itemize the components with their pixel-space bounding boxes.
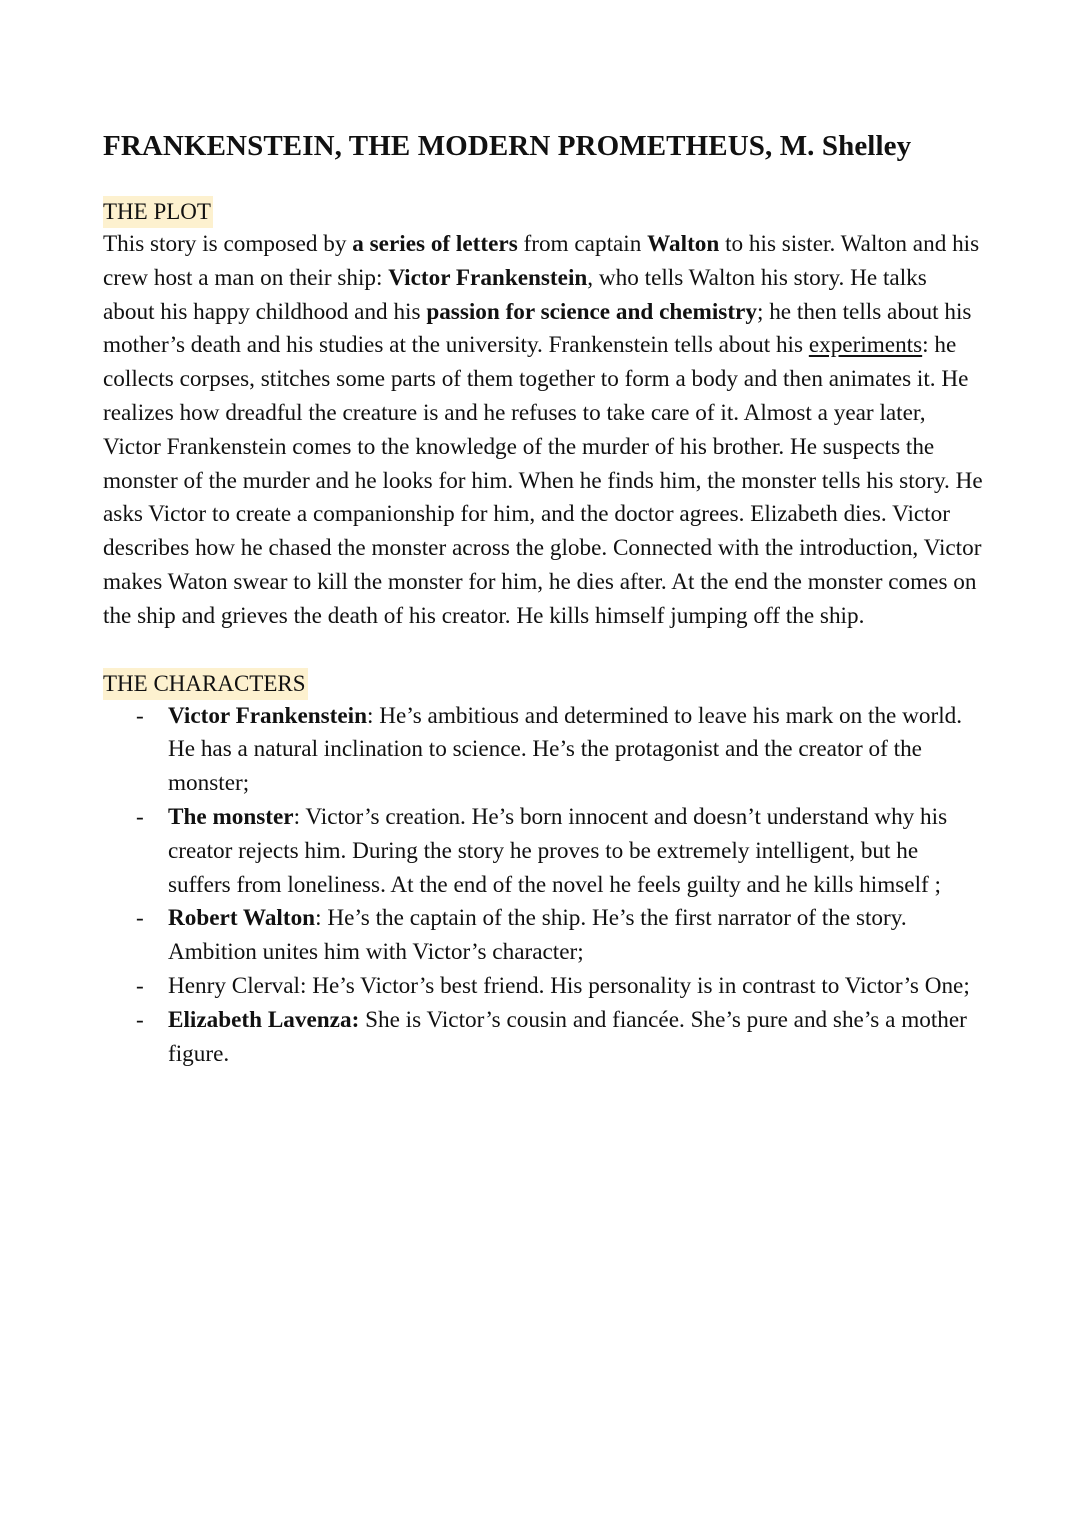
character-item: [103, 801, 978, 902]
characters-list: [103, 700, 983, 1072]
character-description: She is Victor’s cousin and fiancée. She’s pure and she’s a mother figure.: [168, 1006, 967, 1067]
character-item: [103, 970, 978, 1004]
bold-text: Walton: [647, 231, 720, 257]
text-run: to his sister. Walton and his crew host a man on their ship:: [103, 231, 980, 291]
character-description: : He’s the captain of the ship. He’s the first narrator of the story. Ambition unites him with Victor’s character;: [168, 905, 907, 966]
dash-bullet-icon: -: [136, 803, 144, 830]
dash-bullet-icon: -: [136, 905, 144, 932]
plot-heading: THE PLOT: [103, 196, 213, 228]
character-name: Elizabeth Lavenza:: [168, 1006, 360, 1033]
character-name: Victor Frankenstein: [168, 702, 368, 729]
bold-text: a series of letters: [352, 231, 518, 257]
dash-bullet-icon: -: [136, 1006, 144, 1033]
bold-text: passion for science and chemistry: [426, 298, 757, 325]
character-name: Robert Walton: [168, 905, 316, 932]
bold-text: Victor Frankenstein: [388, 264, 588, 291]
plot-section: [103, 196, 983, 634]
character-description: : Victor’s creation. He’s born innocent and doesn’t understand why his creator rejects him. During the story he proves to be extremely intelligent, but he suffers from loneliness. At the end of the novel he feels guilty and he kills himself ;: [168, 803, 948, 898]
text-run: This story is composed by: [103, 231, 353, 257]
text-run: , who tells Walton his story. He talks about his happy childhood and his: [103, 264, 927, 325]
character-name: The monster: [168, 803, 294, 830]
characters-section: [103, 668, 983, 1072]
character-item: [103, 902, 978, 970]
plot-paragraph: [103, 228, 983, 634]
document-page: [103, 124, 983, 1105]
character-description: : He’s Victor’s best friend. His personality is in contrast to Victor’s One;: [300, 972, 970, 999]
text-run: : he collects corpses, stitches some parts of them together to form a body and then animates it. He realizes how dreadful the creature is and he refuses to take care of it. Almost a year later, Victor Frankenstein comes to the knowledge of the murder of his brother. He suspects the monster of the murder and he looks for him. When he finds him, the monster tells his story. He asks Victor to create a companionship for him, and the doctor agrees. Elizabeth dies. Victor describes how he chased the monster across the globe. Connected with the introduction, Victor makes Waton swear to kill the monster for him, he dies after. At the end the monster comes on the ship and grieves the death of his creator. He kills himself jumping off the ship.: [103, 332, 983, 629]
dash-bullet-icon: -: [136, 972, 144, 999]
dash-bullet-icon: -: [136, 702, 144, 729]
text-run: from captain: [517, 231, 648, 257]
character-name: Henry Clerval: [168, 972, 300, 999]
text-run: ; he then tells about his mother’s death and his studies at the university. Frankenstein tells about his: [103, 298, 972, 359]
character-item: [103, 700, 978, 801]
character-description: : He’s ambitious and determined to leave his mark on the world. He has a natural inclination to science. He’s the protagonist and the creator of the monster;: [168, 702, 963, 797]
document-title: FRANKENSTEIN, THE MODERN PROMETHEUS, M. Shelley: [103, 130, 912, 162]
underlined-text: experiments: [808, 332, 923, 359]
characters-heading: THE CHARACTERS: [103, 668, 308, 700]
character-item: [103, 1004, 978, 1072]
